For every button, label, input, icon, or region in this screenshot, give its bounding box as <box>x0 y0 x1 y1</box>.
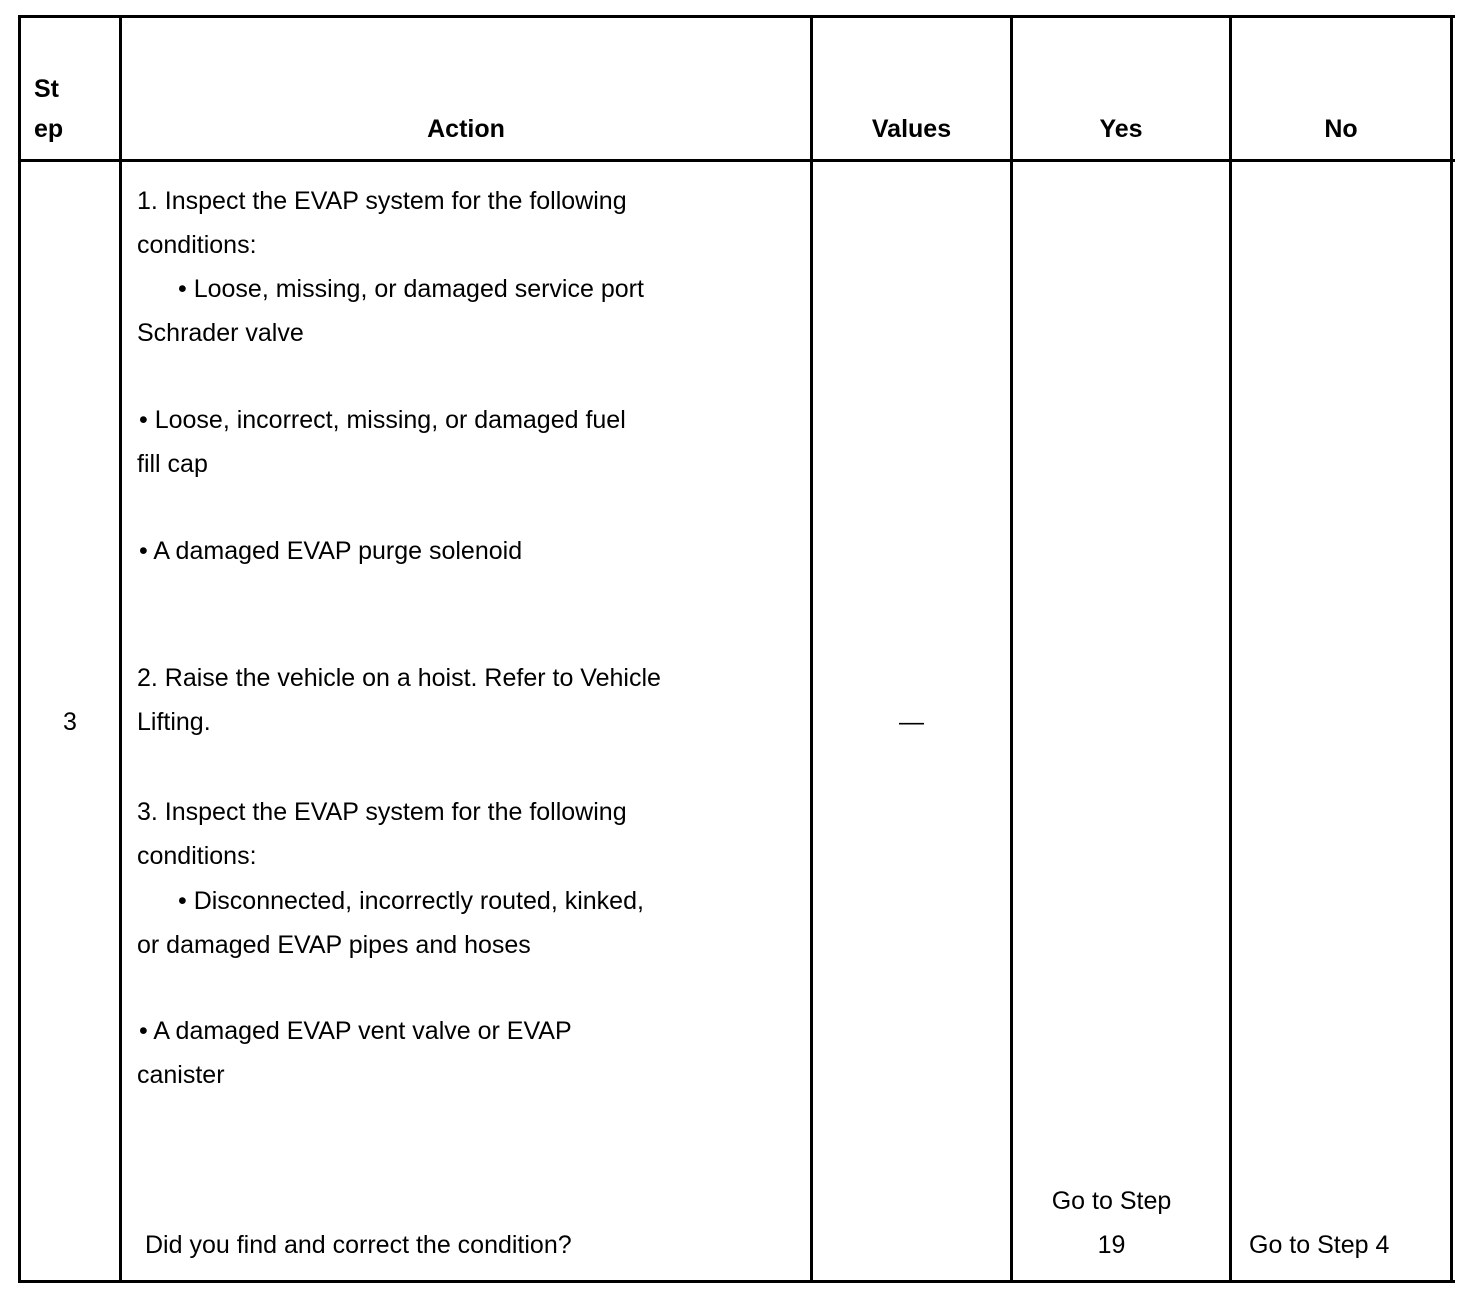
troubleshooting-table <box>18 15 1452 1283</box>
action-line: 2. Raise the vehicle on a hoist. Refer to Vehicle <box>137 664 661 692</box>
column-divider <box>1229 15 1232 1283</box>
action-line: • Loose, incorrect, missing, or damaged fuel <box>139 406 626 434</box>
column-divider <box>1010 15 1013 1283</box>
action-line: • A damaged EVAP vent valve or EVAP <box>139 1017 572 1045</box>
header-action: Action <box>427 115 505 143</box>
action-line: • Loose, missing, or damaged service port <box>178 275 644 303</box>
header-yes: Yes <box>1099 115 1143 143</box>
yes-line1: Go to Step <box>1051 1187 1172 1215</box>
table-border-top <box>18 15 1455 18</box>
step-number: 3 <box>63 708 77 736</box>
table-border-right <box>1450 15 1453 1283</box>
action-line: 3. Inspect the EVAP system for the following <box>137 798 627 826</box>
header-step-line2: ep <box>34 115 64 143</box>
header-divider <box>18 159 1455 162</box>
action-line: Lifting. <box>137 708 211 736</box>
values-cell: — <box>899 708 924 736</box>
action-question: Did you find and correct the condition? <box>145 1231 572 1259</box>
action-line: or damaged EVAP pipes and hoses <box>137 931 531 959</box>
action-line: 1. Inspect the EVAP system for the following <box>137 187 627 215</box>
yes-line2: 19 <box>1097 1231 1126 1259</box>
action-line: • A damaged EVAP purge solenoid <box>139 537 523 565</box>
table-border-bottom <box>18 1280 1455 1283</box>
action-line: fill cap <box>137 450 208 478</box>
header-step-line1: St <box>34 75 59 103</box>
action-line: canister <box>137 1061 225 1089</box>
action-line: conditions: <box>137 231 257 259</box>
no-cell: Go to Step 4 <box>1249 1231 1390 1259</box>
column-divider <box>119 15 122 1283</box>
action-line: Schrader valve <box>137 319 304 347</box>
table-border-left <box>18 15 21 1283</box>
action-line: • Disconnected, incorrectly routed, kinked, <box>178 887 644 915</box>
action-line: conditions: <box>137 842 257 870</box>
header-values: Values <box>871 115 952 143</box>
header-no: No <box>1324 115 1358 143</box>
column-divider <box>810 15 813 1283</box>
